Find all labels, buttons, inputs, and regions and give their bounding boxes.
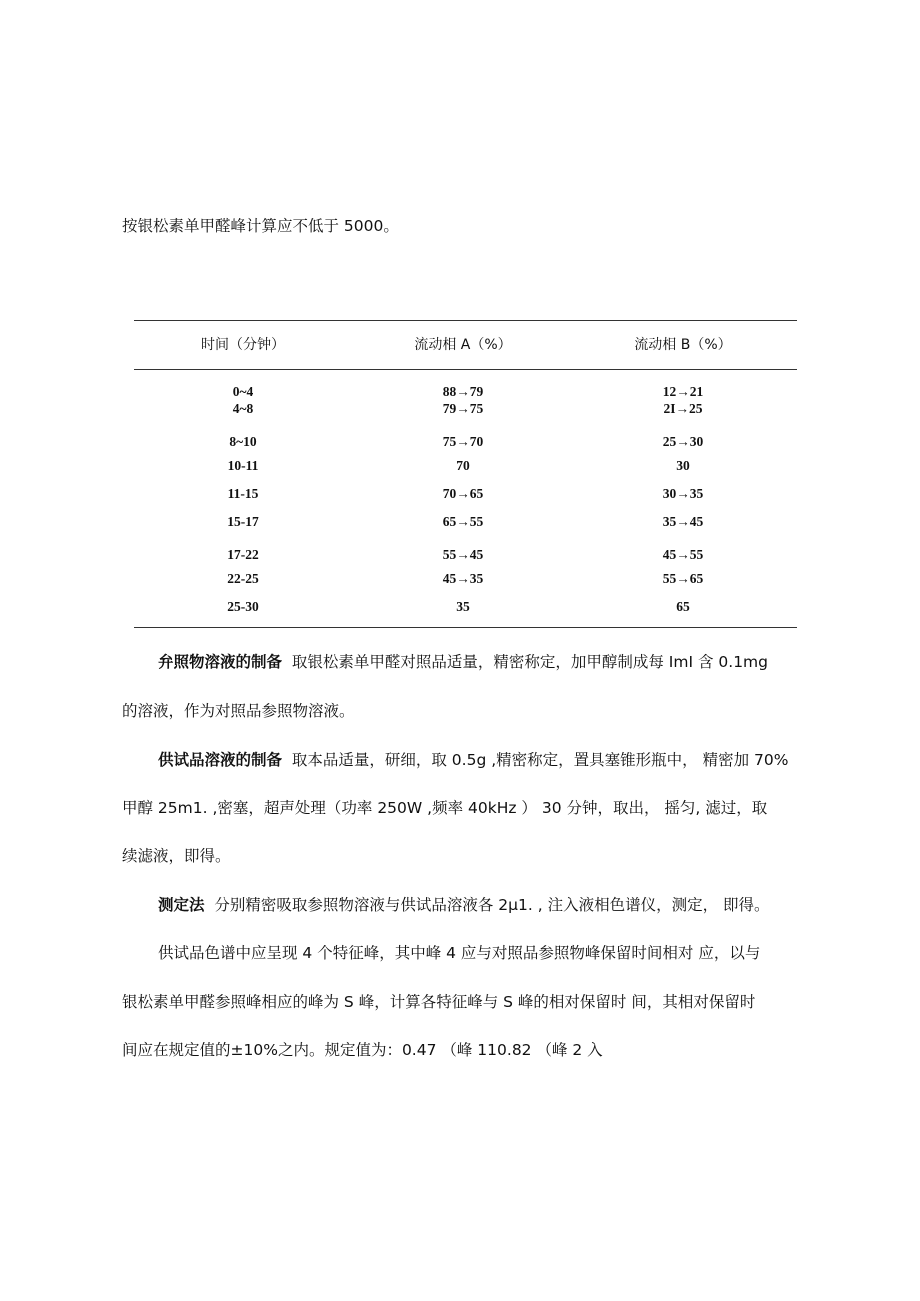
- reference-prep-line2: 的溶液，作为对照品参照物溶液。: [122, 702, 355, 720]
- cell-phase-a: 70: [456, 458, 470, 473]
- table-header-rule: [134, 369, 797, 370]
- sample-prep-paragraph: [158, 750, 788, 770]
- table-top-rule: [134, 320, 797, 321]
- cell-time: 17-22: [227, 547, 259, 562]
- cell-phase-b: 12→21: [662, 384, 704, 399]
- cell-phase-a: 65→55: [442, 514, 484, 529]
- cell-phase-a: 79→75: [442, 401, 484, 416]
- cell-time: 0~4: [232, 384, 254, 399]
- result-line3: 间应在规定值的±10%之内。规定值为：0.47 （峰 110.82 （峰 2 入: [122, 1041, 603, 1059]
- cell-phase-b: 35→45: [662, 514, 704, 529]
- cell-time: 4~8: [232, 401, 254, 416]
- sample-prep-line3: 续滤液，即得。: [122, 847, 231, 865]
- cell-phase-a: 75→70: [442, 434, 484, 449]
- cell-time: 10-11: [227, 458, 259, 473]
- reference-prep-text: 取银松素单甲醛对照品适量，精密称定，加甲醇制成每 ImI 含 0.1mg: [291, 653, 768, 671]
- intro-line: 按银松素单甲醛峰计算应不低于 5000。: [122, 217, 399, 235]
- cell-time: 11-15: [227, 486, 259, 501]
- cell-phase-b: 25→30: [662, 434, 704, 449]
- header-mobile-phase-a: 流动相 A（%）: [414, 337, 512, 353]
- cell-phase-b: 55→65: [662, 571, 704, 586]
- sample-prep-heading: 供试品溶液的制备: [158, 751, 283, 769]
- reference-prep-paragraph: [158, 652, 768, 672]
- cell-phase-b: 30→35: [662, 486, 704, 501]
- header-time: 时间（分钟）: [201, 337, 285, 353]
- cell-phase-a: 55→45: [442, 547, 484, 562]
- header-mobile-phase-b: 流动相 B（%）: [634, 337, 732, 353]
- cell-phase-a: 70→65: [442, 486, 484, 501]
- table-bottom-rule: [134, 627, 797, 628]
- cell-phase-a: 35: [456, 599, 470, 614]
- cell-phase-b: 2I→25: [663, 401, 703, 416]
- result-line2: 银松素单甲醛参照峰相应的峰为 S 峰，计算各特征峰与 S 峰的相对保留时 间，其相对保留时: [122, 993, 756, 1011]
- cell-time: 25-30: [227, 599, 259, 614]
- sample-prep-line2: 甲醇 25m1. ,密塞，超声处理（功率 250W ,频率 40kHz ） 30 分钟，取出， 摇匀, 滤过，取: [122, 799, 768, 817]
- result-line1: 供试品色谱中应呈现 4 个特征峰，其中峰 4 应与对照品参照物峰保留时间相对 应，以与: [158, 944, 761, 962]
- sample-prep-text: 取本品适量，研细，取 0.5g ,精密称定，置具塞锥形瓶中， 精密加 70%: [291, 751, 789, 769]
- method-text: 分别精密吸取参照物溶液与供试品溶液各 2μ1. , 注入液相色谱仪，测定， 即得。: [214, 896, 770, 914]
- reference-prep-heading: 弁照物溶液的制备: [158, 653, 283, 671]
- cell-time: 8~10: [229, 434, 257, 449]
- cell-phase-b: 65: [676, 599, 690, 614]
- cell-time: 22-25: [227, 571, 259, 586]
- method-paragraph: [158, 895, 770, 915]
- cell-time: 15-17: [227, 514, 259, 529]
- cell-phase-a: 88→79: [442, 384, 484, 399]
- method-heading: 测定法: [158, 896, 205, 914]
- cell-phase-a: 45→35: [442, 571, 484, 586]
- cell-phase-b: 45→55: [662, 547, 704, 562]
- cell-phase-b: 30: [676, 458, 690, 473]
